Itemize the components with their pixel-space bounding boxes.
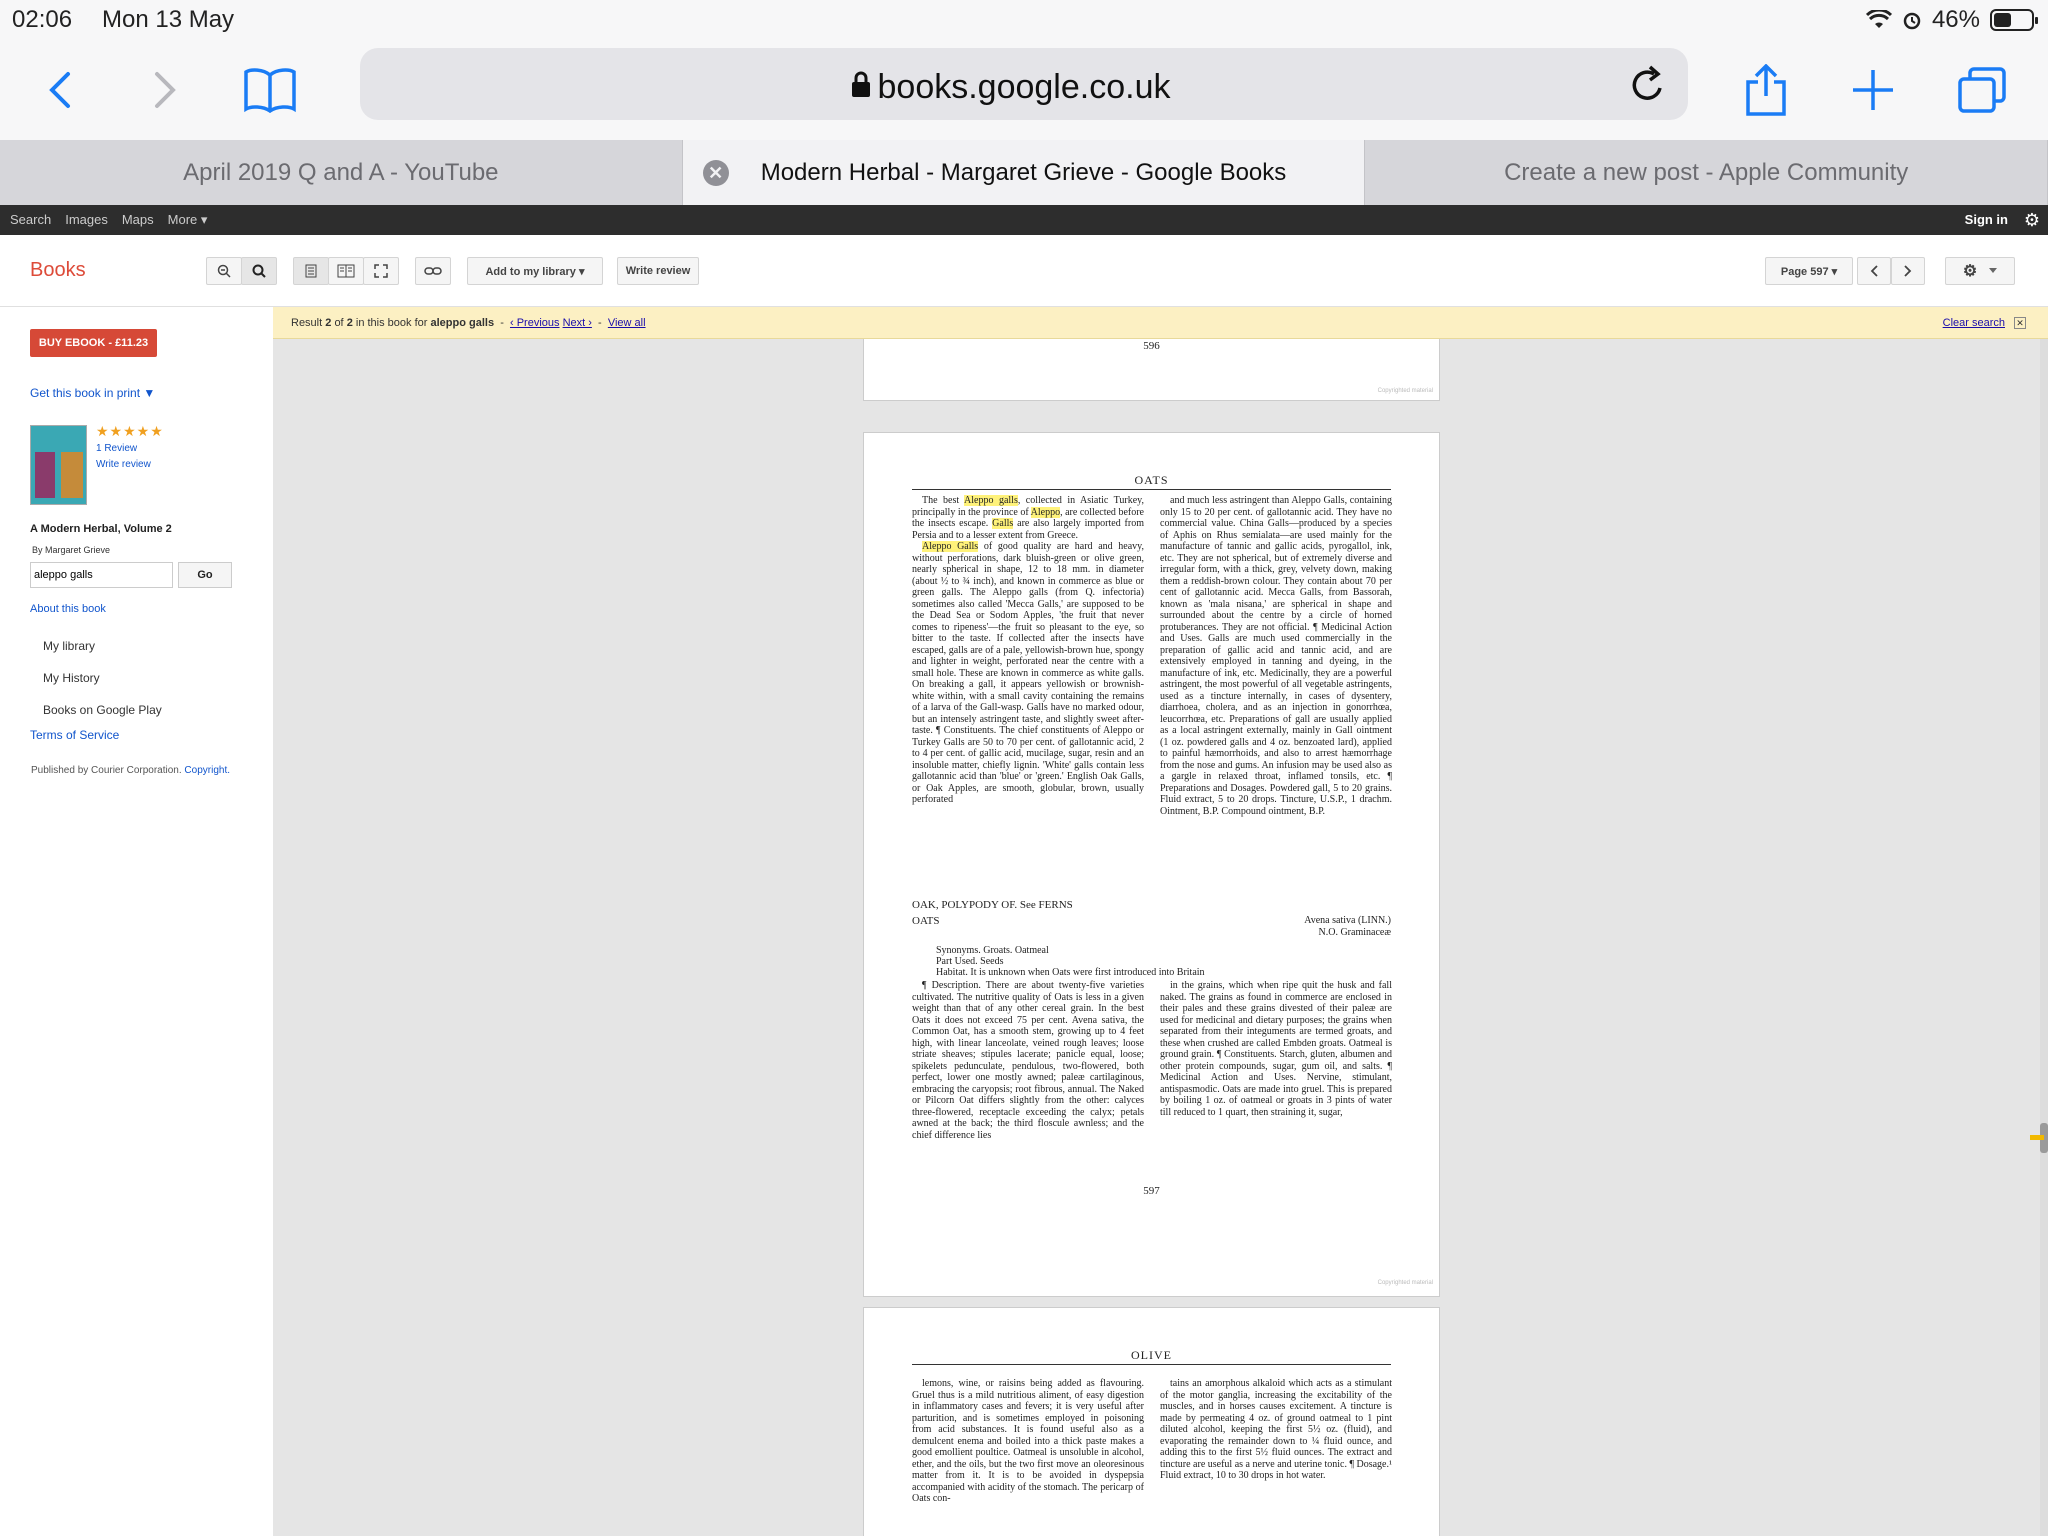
gbar-search-link[interactable]: Search: [10, 212, 52, 227]
search-hit-marker[interactable]: [2030, 1135, 2044, 1140]
copyright-link[interactable]: Copyright.: [184, 765, 230, 776]
close-icon[interactable]: ✕: [2014, 317, 2026, 329]
search-highlight: Galls: [992, 518, 1014, 529]
status-bar: [0, 0, 2048, 40]
chevron-right-icon: [153, 70, 177, 110]
back-button[interactable]: [30, 60, 90, 120]
buy-ebook-button[interactable]: BUY EBOOK - £11.23: [30, 329, 157, 357]
page-heading: OATS: [1134, 473, 1169, 487]
google-bar: [0, 205, 2048, 235]
book-cover[interactable]: [30, 425, 87, 505]
tab-bar: [0, 140, 2048, 205]
terms-link[interactable]: Terms of Service: [30, 728, 120, 742]
result-num: 2: [325, 317, 332, 329]
text-run: The best: [922, 495, 960, 506]
books-toolbar: [0, 235, 2048, 307]
tab-apple-community[interactable]: [1365, 140, 2048, 205]
new-tab-button[interactable]: [1843, 60, 1903, 120]
tab-label: Modern Herbal - Margaret Grieve - Google Books: [760, 159, 1287, 186]
view-all-link[interactable]: View all: [607, 317, 646, 329]
fullscreen-button[interactable]: [363, 257, 399, 285]
copyright-watermark: Copyrighted material: [1377, 388, 1433, 394]
status-right: [1866, 6, 2034, 34]
book-page-598: [863, 1307, 1440, 1536]
chevron-left-icon: [48, 70, 72, 110]
url-text: books.google.co.uk: [877, 68, 1171, 106]
text-column-right: [1160, 495, 1392, 897]
result-text: [291, 317, 646, 329]
plus-icon: [1851, 68, 1895, 112]
zoom-in-button[interactable]: [241, 257, 277, 285]
book-viewer[interactable]: [273, 339, 2048, 1536]
go-button[interactable]: Go: [178, 562, 232, 588]
about-book-link[interactable]: About this book: [30, 603, 106, 615]
zoom-in-icon: [252, 264, 266, 278]
heading-rule: [912, 489, 1391, 490]
result-in-book: in this book for: [355, 317, 428, 329]
book-icon: [243, 67, 297, 113]
get-print-link[interactable]: Get this book in print ▼: [30, 386, 156, 400]
gbar-images-link[interactable]: Images: [65, 212, 108, 227]
search-highlight: Aleppo Galls: [922, 541, 979, 552]
settings-menu-button[interactable]: [1945, 257, 2015, 285]
oats-column-left: [912, 980, 1144, 1175]
heading-rule: [912, 1364, 1391, 1365]
tabs-icon: [1957, 67, 2007, 113]
gbar-more-link[interactable]: More ▾: [167, 212, 208, 227]
next-page-button[interactable]: [1891, 257, 1925, 285]
result-query: aleppo galls: [430, 317, 495, 329]
search-highlight: Aleppo galls: [964, 495, 1018, 506]
my-history-link[interactable]: My History: [43, 671, 100, 685]
gear-icon[interactable]: ⚙: [2023, 210, 2040, 230]
text-run: are also largely imported from Persia and to a lesser extent from Greece.: [912, 518, 1144, 541]
chevron-left-icon: [1870, 265, 1878, 277]
oats-habitat: Habitat. It is unknown when Oats were first introduced into Britain: [936, 967, 1205, 978]
wifi-icon: [1866, 10, 1892, 30]
alarm-icon: [1902, 10, 1922, 30]
share-button[interactable]: [1736, 60, 1796, 120]
olive-column-right: [1160, 1378, 1392, 1536]
book-sidebar: [0, 307, 273, 1536]
bookmarks-button[interactable]: [240, 60, 300, 120]
rating-stars: ★★★★★: [96, 423, 164, 439]
next-result-link[interactable]: Next ›: [562, 317, 592, 329]
oats-title: OATS: [912, 915, 940, 927]
viewer-scrollbar[interactable]: [2040, 339, 2048, 1536]
browser-toolbar: [0, 40, 2048, 140]
page-number: 596: [1143, 340, 1160, 352]
clear-search-link[interactable]: Clear search: [1942, 317, 2005, 329]
zoom-out-icon: [217, 264, 231, 278]
reload-icon[interactable]: [1628, 62, 1668, 106]
result-of: of: [334, 317, 344, 329]
add-to-library-button[interactable]: Add to my library ▾: [467, 257, 603, 285]
reviews-link[interactable]: 1 Review: [96, 443, 138, 454]
link-button[interactable]: [415, 257, 451, 285]
zoom-out-button[interactable]: [206, 257, 242, 285]
text-run: lemons, wine, or raisins being added as flavouring. Gruel thus is a mild nutritious aliment, of easy digestion in inflammatory cases and fevers; it is very useful after parturition, and is sometimes employed in poisoning from acid substances. It is found useful also as a demulcent enema and boiled into a thick paste makes a good emollient poultice. Oatmeal is unsoluble in alcohol, ether, and the oils, but the two first move an oleoresinous matter from it. It is to be avoided in dyspepsia accompanied with acidity of the stomach. The pericarp of Oats con-: [912, 1378, 1144, 1504]
two-page-view-button[interactable]: [328, 257, 364, 285]
copyright-watermark: Copyrighted material: [1377, 1280, 1433, 1286]
gbar-maps-link[interactable]: Maps: [121, 212, 154, 227]
page-select[interactable]: Page 597 ▾: [1765, 257, 1853, 285]
page-heading: OLIVE: [1131, 1348, 1172, 1362]
sign-in-link[interactable]: Sign in: [1964, 212, 2008, 227]
tab-label: Create a new post - Apple Community: [1504, 159, 1909, 186]
oats-family: N.O. Graminaceæ: [1318, 927, 1391, 938]
link-icon: [424, 266, 442, 276]
book-author: By Margaret Grieve: [32, 545, 111, 555]
gear-icon: ⚙: [1962, 263, 1978, 280]
search-result-banner: [273, 307, 2048, 339]
books-logo[interactable]: Books: [30, 259, 86, 281]
chevron-right-icon: [1904, 265, 1912, 277]
oats-part-used: Part Used. Seeds: [936, 956, 1004, 967]
book-page-596: [863, 339, 1440, 401]
status-date: Mon 13 May: [102, 6, 235, 33]
tabs-overview-button[interactable]: [1952, 60, 2012, 120]
write-review-button[interactable]: Write review: [617, 257, 699, 285]
oats-synonyms: Synonyms. Groats. Oatmeal: [936, 945, 1049, 956]
write-review-link[interactable]: Write review: [96, 459, 151, 470]
oats-column-right: [1160, 980, 1392, 1175]
result-sep: -: [598, 317, 602, 329]
text-column-left: [912, 495, 1144, 897]
google-bar-links: [10, 212, 207, 228]
text-run: , are collected before the insects escape.: [912, 506, 1144, 529]
page-number: 597: [1143, 1185, 1160, 1197]
text-run: in the grains, which when ripe quit the husk and fall naked. The grains as found in commerce are enclosed in their pales and these grains divested of their paleæ are used for medicinal and dietary purposes; the grains when separated from their integuments are termed groats, and these when crushed are called Embden groats. Oatmeal is ground grain. ¶ Constituents. Starch, gluten, albumen and other protein compounds, sugar, gum oil, and salts. ¶ Medicinal Action and Uses. Nervine, stimulant, antispasmodic. Oats are made into gruel. This is prepared by boiling 1 oz. of oatmeal or groats in 3 pints of water till reduced to 1 quart, then straining it, sugar,: [1160, 980, 1392, 1118]
tab-label: April 2019 Q and A - YouTube: [183, 159, 499, 186]
close-tab-icon[interactable]: ✕: [703, 160, 729, 186]
forward-button[interactable]: [135, 60, 195, 120]
battery-icon: [1990, 9, 2034, 31]
previous-page-button[interactable]: [1857, 257, 1891, 285]
text-run: , collected in Asiatic Turkey, principally in the province of: [912, 495, 1144, 518]
text-run: and much less astringent than Aleppo Galls, containing only 15 to 20 per cent. of gallotannic acid. They have no commercial value. China Galls—produced by a species of Aphis on Rhus semialata—are used mainly for the manufacture of tannic and gallic acids, pyrogallol, ink, etc. They are not spherical, but of extremely diverse and irregular form, with a thick, grey, velvety down, making them a reddish-brown colour. They contain about 70 per cent of gallotannic acid. Mecca Galls, from Bassorah, known as 'mala nisana,' are spherical in shape and surrounded about the centre by a circle of horned protuberances. They are not official. ¶ Medicinal Action and Uses. Galls are much used commercially in the preparation of gallic acid and tannic acid, and are extensively employed in tanning and dyeing, in the manufacture of ink, etc. Medicinally, they are a powerful astringent, the most powerful of all vegetable astringents, used as a tincture internally, in cases of dysentery, diarrhoea, cholera, and as an injection in gonorrhœa, leucorrhœa, etc. Preparations of gall are usually applied as a local astringent externally, mainly in Gall ointment (1 oz. powdered galls and 4 oz. benzoated lard), applied to painful hæmorrhoids, and also to arrest hæmorrhage from the nose and gums. An infusion may be used also as a gargle in relaxed throat, inflamed tonsils, etc. ¶ Preparations and Dosages. Powdered gall, 5 to 20 grains. Fluid extract, 5 to 20 drops. Tincture, U.S.P., 1 drachm. Ointment, B.P. Compound ointment, B.P.: [1160, 495, 1392, 817]
result-sep: -: [500, 317, 504, 329]
oats-latin: Avena sativa (LINN.): [1304, 915, 1391, 926]
tab-youtube[interactable]: [0, 140, 683, 205]
text-run: of good quality are hard and heavy, without perforations, dark bluish-green or olive green, nearly spherical in shape, 12 to 18 mm. in diameter (about ½ to ¾ inch), and known in commerce as blue or green galls. The Aleppo galls (from Q. infectoria) sometimes also called 'Mecca Galls,' are supposed to be the Dead Sea or Sodom Apples, 'the fruit that never comes to ripeness'—the fruit so pleasant to the eye, so bitter to the taste. If collected after the insects have escaped, galls are of a pale, yellowish-brown hue, spongy and lighter in weight, perforated near the centre with a small hole. These are known in commerce as white galls. On breaking a gall, it appears yellowish or brownish-white within, with a small cavity containing the remains of a larva of the Gall-wasp. Galls have no marked odour, but an intensely astringent taste, and slightly sweet after-taste. ¶ Constituents. The chief constituents of Aleppo or Turkey Galls are 50 to 70 per cent. of gallotannic acid, 2 to 4 per cent. of gallic acid, mucilage, sugar, resin and an insoluble matter, chiefly lignin. 'White' galls contain less gallotannic acid than 'blue' or 'green.' English Oak Galls, or Oak Apples, are smooth, globular, brown, usually perforated: [912, 541, 1144, 805]
publisher-text: Published by Courier Corporation.: [31, 765, 182, 776]
book-title: A Modern Herbal, Volume 2: [30, 523, 172, 535]
page-icon: [305, 264, 317, 278]
two-page-icon: [337, 264, 355, 278]
search-highlight: Aleppo: [1030, 506, 1061, 518]
text-run: ¶ Description. There are about twenty-five varieties cultivated. The nutritive quality of Oats is less in a given weight than that of any other cereal grain. In the best Oats it does not exceed 75 per cent. Avena sativa, the Common Oat, has a smooth stem, growing up to 4 feet high, with linear lanceolate, veined rough leaves; loose striate sheaves; stipules lacerate; panicle equal, loose; spikelets pedunculate, pendulous, two-flowered, both perfect, lower one mostly awned; paleæ cartilaginous, embracing the caryopsis; root fibrous, annual. The Naked or Pilcorn Oat differs slightly from the other: calyces three-flowered, receptacle exceeding the calyx; petals awned at the back; the third floscule awnless; and the chief difference lies: [912, 980, 1144, 1141]
search-in-book-input[interactable]: [30, 562, 173, 588]
result-prefix: Result: [291, 317, 323, 329]
google-play-link[interactable]: Books on Google Play: [43, 703, 162, 717]
result-total: 2: [346, 317, 353, 329]
oak-entry: OAK, POLYPODY OF. See FERNS: [912, 899, 1073, 911]
publisher-info: [31, 765, 230, 776]
fullscreen-icon: [374, 264, 388, 278]
olive-column-left: [912, 1378, 1144, 1536]
share-icon: [1744, 64, 1788, 116]
address-bar[interactable]: [360, 48, 1688, 120]
tab-google-books[interactable]: [683, 140, 1366, 205]
book-page-597: [863, 432, 1440, 1297]
single-page-view-button[interactable]: [293, 257, 329, 285]
chevron-down-icon: [1989, 268, 1997, 274]
my-library-link[interactable]: My library: [43, 639, 96, 653]
previous-result-link[interactable]: ‹ Previous: [509, 317, 560, 329]
status-time: 02:06: [12, 6, 73, 33]
battery-percent: 46%: [1931, 6, 1980, 33]
text-run: tains an amorphous alkaloid which acts as a stimulant of the motor ganglia, increasing the excitability of the muscles, and in horses causes excitement. A tincture is made by permeating 4 oz. of ground oatmeal to 1 pint diluted alcohol, keeping the first 5½ oz. (fluid), and evaporating the remainder down to ¼ fluid ounce, and adding this to the first 5½ fluid ounces. The extract and tincture are useful as a nerve and uterine tonic. ¶ Dosage.¹ Fluid extract, 10 to 30 drops in hot water.: [1160, 1378, 1392, 1481]
